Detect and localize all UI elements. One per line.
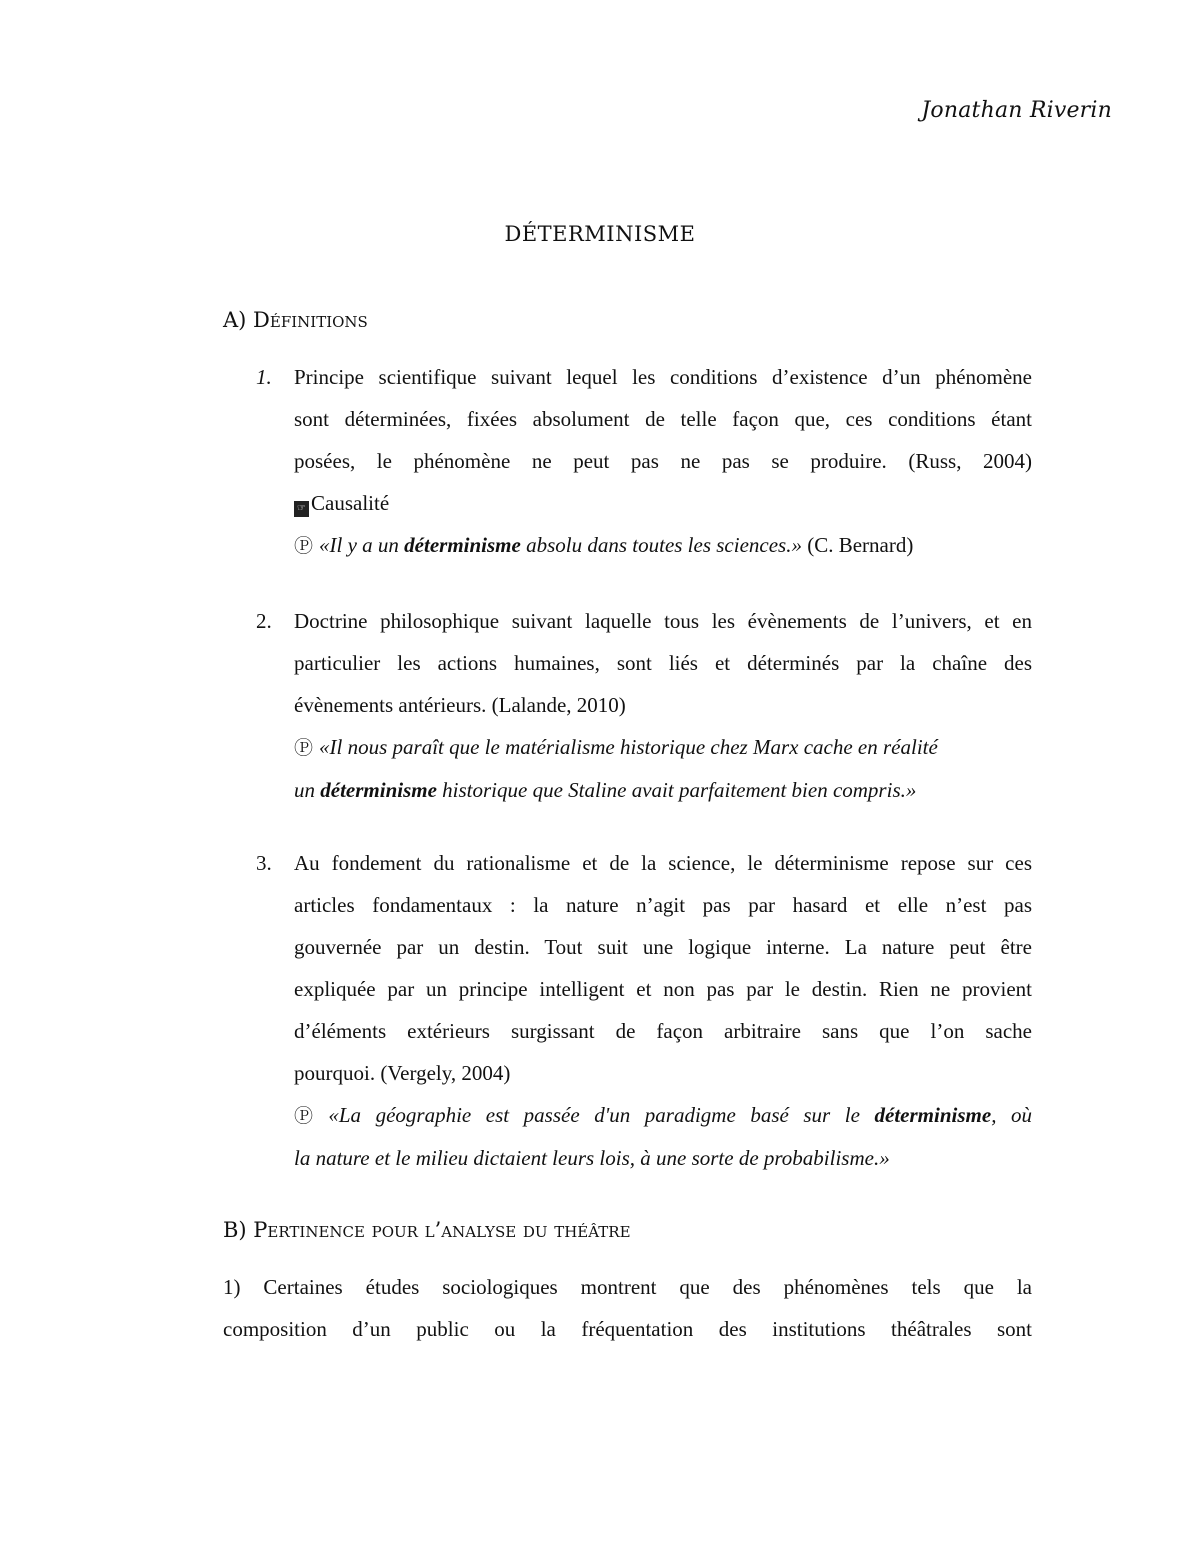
see-also-icon: ☞ (294, 501, 309, 517)
example-marker-icon: Ⓟ (294, 737, 314, 759)
definition-line: posées, le phénomène ne peut pas ne pas se produire. (Russ, 2004) (294, 449, 1032, 473)
example-marker-icon: Ⓟ (294, 535, 314, 557)
example-source: (C. Bernard) (801, 533, 914, 557)
example-quote (319, 533, 802, 557)
see-also-label: Causalité (311, 491, 390, 515)
paragraph-line: 1) Certaines études sociologiques montrent que des phénomènes tels que la (223, 1275, 1032, 1299)
definition-line: Doctrine philosophique suivant laquelle tous les évènements de l’univers, et en (294, 609, 1032, 633)
section-heading-pertinence: B) Pertinence pour l’analyse du théâtre (223, 1218, 631, 1242)
quote-text: , où (991, 1103, 1032, 1127)
example-line (294, 1094, 1032, 1137)
quote-bold-term: déterminisme (404, 533, 521, 557)
example-line (294, 726, 1032, 769)
definition-line: pourquoi. (Vergely, 2004) (294, 1061, 511, 1085)
example-quote (328, 1103, 1032, 1127)
body-paragraph (223, 1266, 1032, 1350)
quote-text: un (294, 778, 321, 802)
paragraph-line: composition d’un public ou la fréquentation des institutions théâtrales sont (223, 1317, 1032, 1341)
example-marker-icon: Ⓟ (294, 1105, 323, 1127)
item-number: 1. (256, 365, 272, 389)
definition-line: articles fondamentaux : la nature n’agit pas par hasard et elle n’est pas (294, 893, 1032, 917)
definition-line: particulier les actions humaines, sont liés et déterminés par la chaîne des (294, 651, 1032, 675)
quote-text: historique que Staline avait parfaitement bien compris.» (436, 778, 917, 802)
definition-line: évènements antérieurs. (Lalande, 2010) (294, 693, 626, 717)
definition-line: sont déterminées, fixées absolument de telle façon que, ces conditions étant (294, 407, 1032, 431)
item-number: 3. (256, 851, 272, 875)
section-heading-definitions: A) Définitions (223, 308, 368, 332)
author-name: Jonathan Riverin (921, 98, 1112, 123)
item-number: 2. (256, 609, 272, 633)
quote-bold-term: déterminisme (874, 1103, 992, 1127)
definition-line: Principe scientifique suivant lequel les conditions d’existence d’un phénomène (294, 365, 1032, 389)
quote-text: «Il y a un (319, 533, 405, 557)
quote-text: «La géographie est passée d'un paradigme basé sur le (328, 1103, 875, 1127)
definition-line: gouvernée par un destin. Tout suit une logique interne. La nature peut être (294, 935, 1032, 959)
definition-line: Au fondement du rationalisme et de la science, le déterminisme repose sur ces (294, 851, 1032, 875)
page-title: DÉTERMINISME (504, 222, 696, 246)
example-quote: la nature et le milieu dictaient leurs lois, à une sorte de probabilisme.» (294, 1146, 890, 1170)
see-also-line (294, 482, 1032, 524)
example-quote (294, 778, 916, 802)
definition-item-1 (256, 356, 1032, 567)
example-line (294, 769, 1032, 811)
quote-bold-term: déterminisme (320, 778, 437, 802)
example-line (294, 524, 1032, 567)
example-quote: «Il nous paraît que le matérialisme historique chez Marx cache en réalité (319, 735, 938, 759)
definition-item-2 (256, 600, 1032, 811)
definition-line: d’éléments extérieurs surgissant de façon arbitraire sans que l’on sache (294, 1019, 1032, 1043)
example-line (294, 1137, 1032, 1179)
quote-text: absolu dans toutes les sciences.» (520, 533, 802, 557)
definition-item-3 (256, 842, 1032, 1179)
definition-line: expliquée par un principe intelligent et non pas par le destin. Rien ne provient (294, 977, 1032, 1001)
